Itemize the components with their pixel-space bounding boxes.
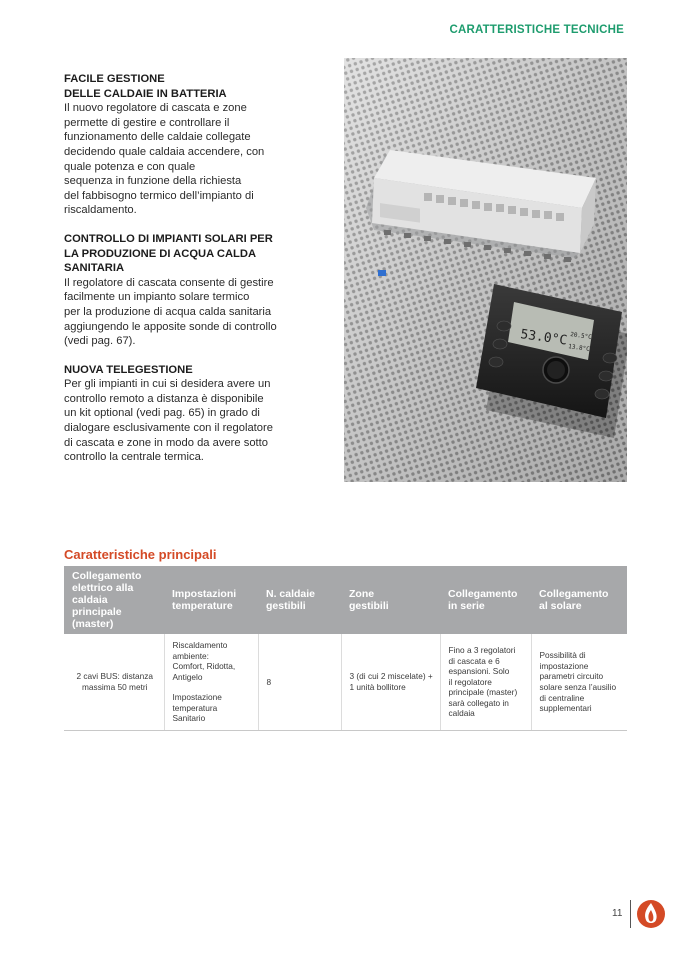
section-body (64, 377, 304, 465)
cell-line: parametri circuito (539, 671, 604, 682)
specs-table-header-row (64, 566, 627, 634)
cell-line: principale (master) (448, 687, 518, 698)
cell-line: di cascata e 6 (448, 655, 500, 666)
cell-line: Comfort, Ridotta, (172, 661, 236, 672)
section-body-line: quale potenza e con quale (64, 160, 196, 173)
section-title-line: FACILE GESTIONE (64, 73, 165, 85)
header-line: Collegamento (539, 588, 609, 600)
cell-line: espansioni. Solo (448, 666, 510, 677)
section-body-line: sequenza in funzione della richiesta (64, 175, 242, 188)
header-impostazioni-temperature (164, 566, 258, 634)
section-body-line: dialogare esclusivamente con il regolatore (64, 422, 273, 435)
header-line: elettrico alla (72, 582, 134, 594)
header-line: N. caldaie (266, 588, 316, 600)
cell-line: Riscaldamento (172, 639, 228, 650)
header-line: Collegamento (448, 588, 518, 600)
section-title-line: CONTROLLO DI IMPIANTI SOLARI PER (64, 232, 273, 245)
display-small-2: 13.8°C (567, 343, 591, 353)
section-body-line: Per gli impianti in cui si desidera avere un (64, 378, 271, 391)
cell-line: 8 (266, 676, 272, 687)
header-line: caldaia principale (72, 594, 122, 618)
section-title-line: SANITARIA (64, 262, 125, 275)
section-body (64, 101, 304, 218)
section-body-line: facilmente un impianto solare termico (64, 291, 250, 304)
display-temperature: 53.0°C (519, 327, 569, 349)
header-line: Collegamento (72, 570, 142, 582)
cell-line: di centraline (539, 692, 585, 703)
cell-line: Fino a 3 regolatori (448, 644, 516, 655)
header-zone-gestibili (341, 566, 440, 634)
section-body-line: del fabbisogno termico dell’impianto di (64, 189, 254, 202)
header-line: in serie (448, 600, 485, 612)
section-body-line: decidendo quale caldaia accendere, con (64, 145, 265, 158)
section-body-line: un kit optional (vedi pag. 65) in grado di (64, 407, 260, 420)
section-body-line: controllo la centrale termica. (64, 451, 204, 464)
section-header-label: CARATTERISTICHE TECNICHE (449, 24, 624, 36)
header-collegamento-serie (440, 566, 531, 634)
section-body-line: Il regolatore di cascata consente di gestire (64, 276, 274, 289)
cell-line: temperatura (172, 702, 218, 713)
cell-line: solare senza l’ausilio (539, 682, 617, 692)
product-photo-illustration (344, 58, 627, 482)
cell-line: il regolatore (448, 676, 492, 687)
cell-collegamento-solare (531, 634, 627, 731)
cell-line: Antigelo (172, 671, 203, 682)
cell-line: massima 50 metri (82, 682, 148, 692)
section-body (64, 276, 304, 349)
brand-flame-icon (636, 898, 666, 930)
header-line: gestibili (266, 600, 306, 612)
header-caldaie-gestibili (258, 566, 341, 634)
section-body-line: aggiungendo le apposite sonde di controllo (64, 320, 277, 333)
page-number: 11 (612, 908, 623, 919)
cell-collegamento-serie (440, 634, 531, 731)
cell-line: 3 (di cui 2 miscelate) + (349, 671, 433, 682)
cell-line: Sanitario (172, 713, 206, 724)
display-small-1: 20.5°C (569, 331, 593, 341)
header-collegamento-master (64, 566, 164, 634)
section-title-line: LA PRODUZIONE DI ACQUA CALDA (64, 247, 257, 260)
cell-line: Impostazione (172, 692, 222, 703)
section-body-line: (vedi pag. 67). (64, 335, 136, 348)
header-line: Zone (349, 588, 375, 600)
header-line: al solare (539, 600, 582, 612)
cell-line: impostazione (539, 660, 589, 671)
cell-line: 2 cavi BUS: distanza (76, 671, 154, 682)
cell-line: 1 unità bollitore (349, 682, 406, 692)
cell-zone-gestibili (341, 634, 440, 731)
section-title-line: NUOVA TELEGESTIONE (64, 363, 193, 376)
section-title (64, 232, 304, 276)
section-body-line: Il nuovo regolatore di cascata e zone (64, 102, 247, 115)
cell-caldaie-gestibili (258, 634, 341, 731)
page-footer (608, 898, 668, 930)
section-title-line: DELLE CALDAIE IN BATTERIA (64, 87, 227, 100)
footer-divider (630, 900, 631, 928)
section-body-line: riscaldamento. (64, 204, 137, 217)
header-line: gestibili (349, 600, 389, 612)
cell-line: Possibilità di (539, 650, 586, 661)
header-line: temperature (172, 600, 233, 612)
header-line: Impostazioni (172, 588, 237, 600)
section-title (64, 72, 304, 101)
feature-text-column (64, 72, 304, 479)
section-body-line: permette di gestire e controllare il (64, 116, 230, 129)
section-body-line: controllo remoto a distanza è disponibile (64, 392, 264, 405)
table-row (64, 634, 627, 731)
product-photo (344, 58, 627, 482)
cell-line: caldaia (448, 708, 475, 719)
specs-table-title: Caratteristiche principali (64, 547, 217, 562)
cell-collegamento-master (64, 634, 164, 731)
header-line: (master) (72, 618, 114, 630)
feature-section-solare (64, 232, 304, 349)
cell-line: supplementari (539, 703, 592, 714)
feature-section-batteria (64, 72, 304, 218)
section-title (64, 363, 304, 378)
section-body-line: di cascata e zone in modo da avere sotto (64, 436, 268, 449)
cell-spacer (173, 682, 252, 692)
cell-line: sarà collegato in (448, 697, 509, 708)
cell-impostazioni-temperature (164, 634, 258, 731)
feature-section-telegestione (64, 363, 304, 465)
section-body-line: per la produzione di acqua calda sanitaria (64, 305, 272, 318)
cell-line: ambiente: (172, 650, 209, 661)
specs-table (64, 566, 627, 731)
section-body-line: funzionamento delle caldaie collegate (64, 131, 251, 144)
header-collegamento-solare (531, 566, 627, 634)
